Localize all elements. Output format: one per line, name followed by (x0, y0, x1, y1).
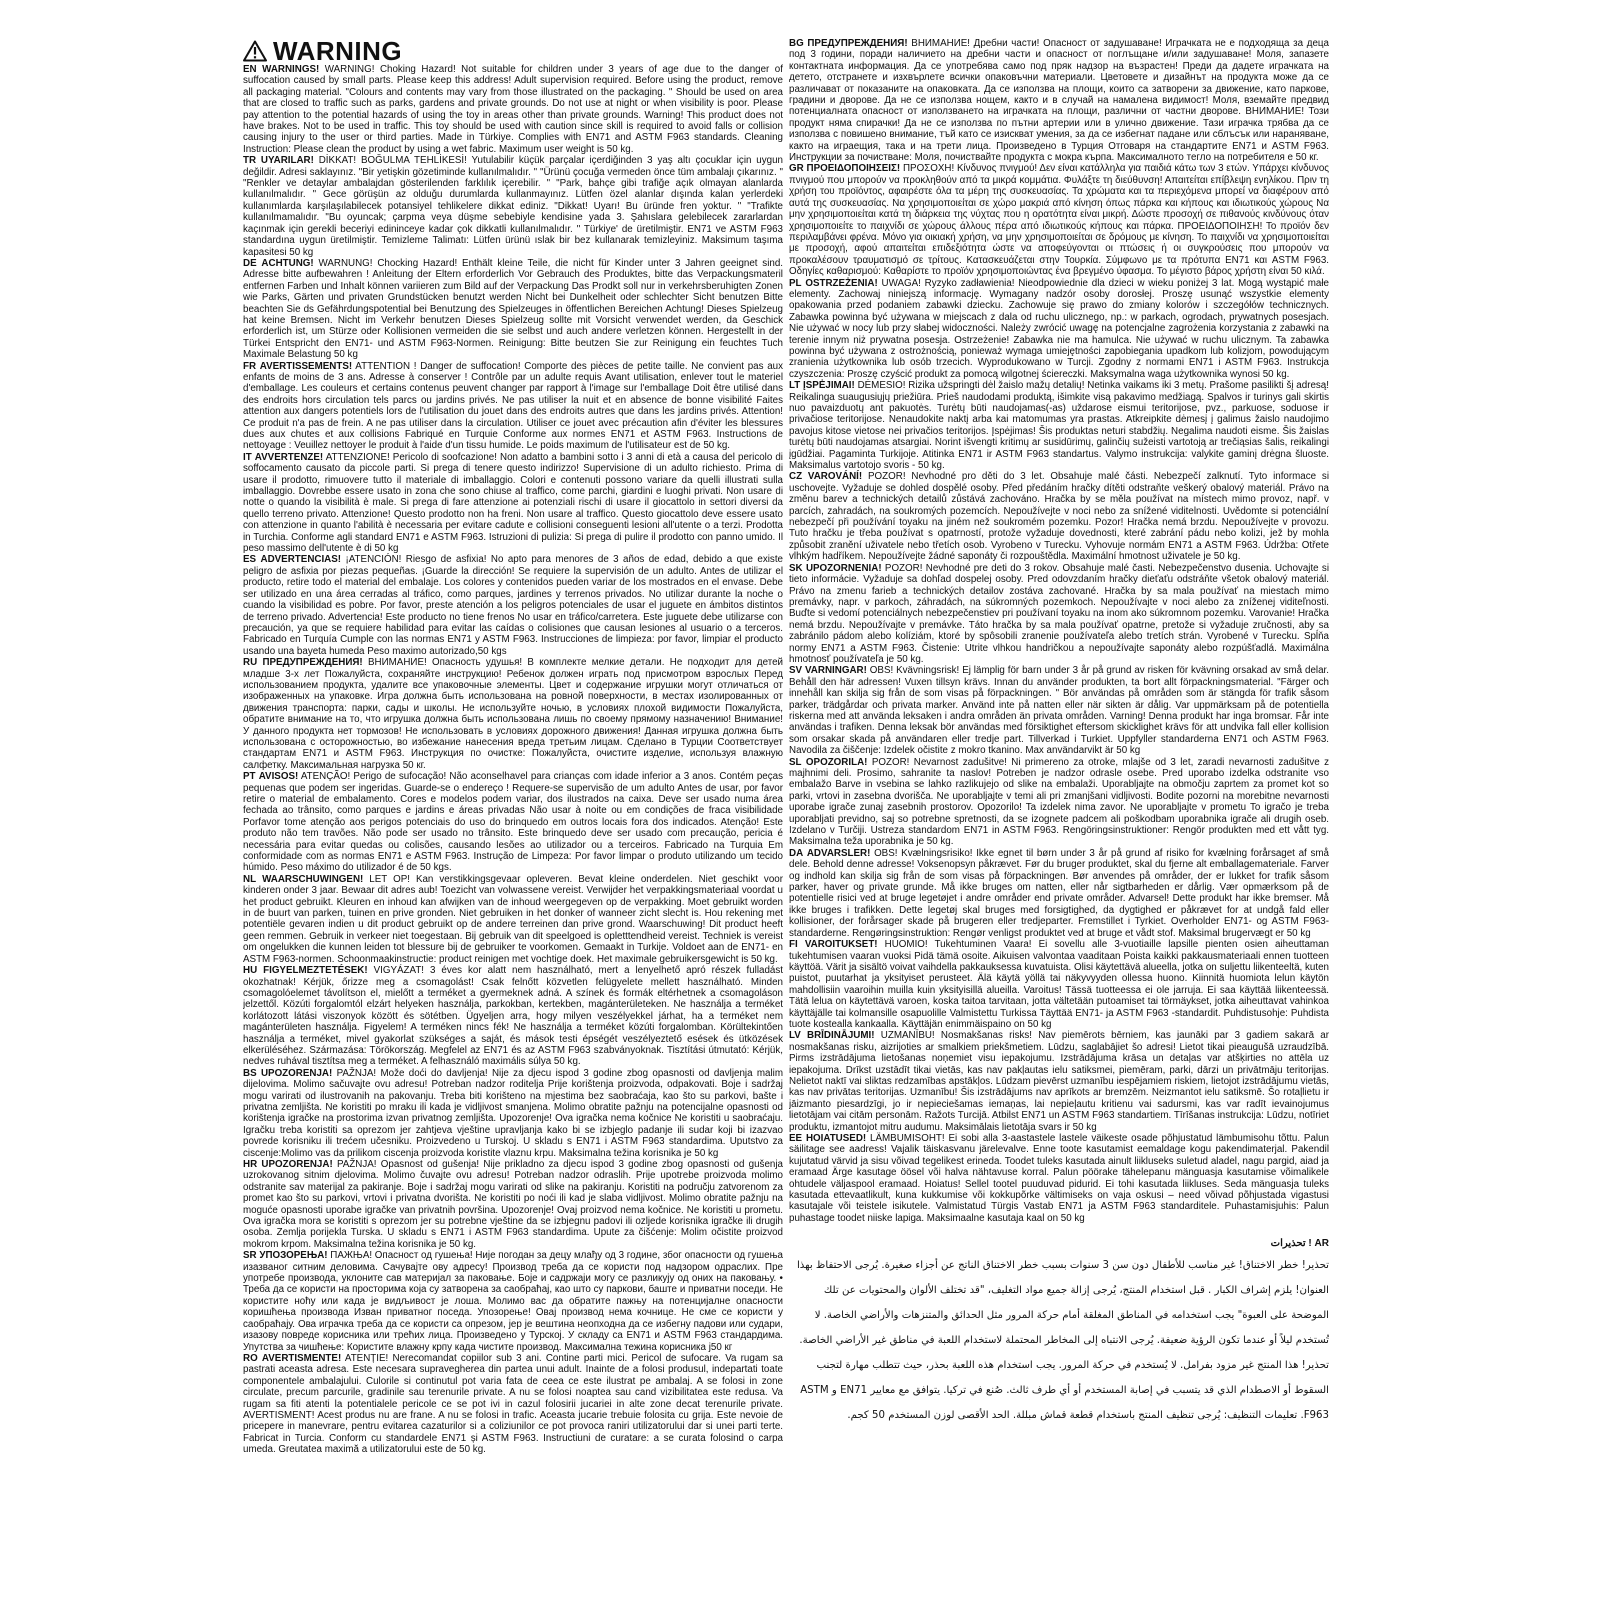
section-heading: AVERTISMENTE! (261, 1352, 342, 1364)
section-body: ATENÇÃO! Perigo de sufocação! Não aconselhavel para crianças com idade inferior a 3 anos. Contém peças pequenas que podem ser ingeridas. Guarde-se o endereço ! Requere-se supervisão de um adulto Antes de usar, por favor retire o material de embalamento. Cores e modelos podem variar, dos ilustrados na caixa. Deve ser usado numa área fechada ao trânsito, como parques e jardins e áreas privadas Não usar à noite ou em condições de fraca visibilidade Porfavor tome atenção aos perigos potenciais do uso do brinquedo em outros locais fora dos indicados. Atenção! Este produto não tem travões. Não pode ser usado no trânsito. Este brinquedo deve ser usado com precaução, pericia é necessária para evitar quedas ou colisões, causando lesões ao utilizador ou a terceiros. Fabricado na Turquia Em conformidade com as normas EN71 e ASTM F963. Instrução de Limpeza: Por favor limpar o produto utilizando um tecido húmido. Peso máximo do utilizador é de 50 kgs. (243, 771, 783, 874)
arabic-language-code: AR (1314, 1238, 1329, 1250)
language-code: RU (243, 657, 258, 669)
right-column (789, 38, 1329, 1560)
section-body: DİKKAT! BOĞULMA TEHLİKESİ! Yutulabilir küçük parçalar içerdiğinden 3 yaş altı çocuklar için uygun değildir. Adresi saklayınız. "Bir yetişkin gözetiminde kullanılmalıdır. " "Ürünü çocuğa vermeden önce tüm ambalajı çıkarınız. " "Renkler ve detaylar ambalajdan gösterilenden farklılık içerebilir. " "Park, bahçe gibi trafiğe açık olmayan alanlarda kullanılmalıdır. " Gece görüşün az olduğu durumlarda kullanmayınız. Lütfen özel alanlar dışında kalan yerlerdeki kullanımlarda karşılaşılabilecek potansiyel tehlikelere dikkat ediniz. "Dikkat! Uyarı! Bu üründe fren yoktur. " "Trafikte kullanılmamalıdır. "Bu oyuncak; çarpma veya düşme sebebiyle kendisine yada 3. Şahıslara gelebilecek zararlardan kaçınmak için gerekli beceriyi edininceye kadar çok dikkatli kullanılmalıdır. " Türkiye' de üretilmiştir. EN71 ve ASTM F963 standardına uygun üretilmiştir. Temizleme Talimatı: Lütfen ürünü ıslak bir bez kullanarak temizleyiniz. Maksimum taşıma kapasitesi 50 kg (243, 155, 783, 258)
language-code: DA (789, 847, 804, 859)
arabic-lead: تحذيرات ! (1270, 1238, 1312, 1250)
section-body: WARNUNG! Chocking Hazard! Enthält kleine Teile, die nicht für Kinder unter 3 Jahren geeignet sind. Adresse bitte aufbewahren ! Anleitung der Eltern erforderlich Vor Gebrauch des Produktes, bitte das Verpackungsmateril entfernen Farben und Inhalt können variieren zum Bild auf der Verpackung Das Prodkt soll nur in verkehrsberuhigten Zonen wie Parks, Gärten und privaten Grundstücken benutzt werden Nicht bei Dunkelheit oder schlechter Sicht benutzen Bitte beachten Sie ds Gefährdungspotential bei Benutzung des Spielzeuges in öffentlichen Bereichen Achtung! Dieses Spielzeug hat keine Bremsen. Nicht im Verkehr benutzen Dieses Spielzeug sollte mit Vorsicht verwendet werden, da Geschick erforderlich ist, um Stürze oder Kollisionen vermeiden die sie selbst und auch andere verletzen können. Hergestellt in der Türkei Entspricht den EN71- und ASTM F963-Normen. Reinigung: Bitte beutzen Sie zur Reinigung ein feuchtes Tuch Maximale Belastung 50 kg (243, 257, 783, 361)
warning-section-sr (243, 1250, 783, 1353)
right-warning-list (789, 38, 1329, 1224)
language-code: SR (243, 1250, 257, 1262)
language-code: BS (243, 1067, 257, 1079)
language-code: RO (243, 1352, 258, 1364)
warning-section-de (243, 258, 783, 361)
warning-section-ro (243, 1353, 783, 1456)
section-heading: HOIATUSED! (805, 1133, 867, 1144)
warning-section-bs (243, 1068, 783, 1159)
warning-section-hu (243, 965, 783, 1068)
section-heading: AVERTISSEMENTS! (259, 360, 353, 372)
section-body: UWAGA! Ryzyko zadławienia! Nieodpowiednie dla dzieci w wieku poniżej 3 lat. Mogą wystąpić małe elementy. Zachowaj niniejszą informację. Wymagany nadzór osoby dorosłej. Proszę usunąć wszystkie elementy opakowania przed podaniem zabawki dziecku. Zachowuje się prawo do zmiany kolorów i szczegółów technicznych. Zabawka powinna być używana w miejscach z dala od ruchu ulicznego, np.: w parkach, ogrodach, prywatnych posesjach. Nie używać w nocy lub przy słabej widoczności. Należy zwrócić uwagę na potencjalne zagrożenia korzystania z zabawki na terenie innym niż prywatna posesja. Ostrzeżenie! Zabawka nie ma hamulca. Nie używać w ruchu ulicznym. Ta zabawka powinna być używana z ostrożnością, ponieważ wymaga umiejętności zapobiegania upadkom lub kolizjom, powodującym zranienia użytkownika lub osób trzecich. Wyprodukowano w Turcji. Zgodny z normami EN71 i ASTM F963. Instrukcja czyszczenia: Proszę czyścić produkt za pomocą wilgotnej ściereczki. Maksymalna waga użytkownika wynosi 50 kg. (789, 277, 1329, 380)
section-heading: UPOZORNENIA! (805, 562, 882, 574)
language-code: FR (243, 360, 257, 372)
language-code: HR (243, 1159, 258, 1170)
section-body: OBS! Kvælningsrisiko! Ikke egnet til børn under 3 år på grund af risiko for kvælning forårsaget af små dele. Behold denne adresse! Voksenopsyn påkrævet. Før du bruger produktet, skal du fjerne alt emballagemateriale. Farver og indhold kan skilja sig från de som visas på förpackningen. Bør anvendes på områder, der er lukket for trafik såsom parker, haver og private grunde. Må ikke bruges om natten, eller når sigtbarheden er dårlig. Vær opmærksom på de potentielle risici ved at bruge legetøjet i andre områder end private områder. Advarsel! Dette produkt har ikke bremser. Må ikke bruges i trafikken. Dette legetøj skal bruges med forsigtighed, da dygtighed er påkrævet for at undgå fald eller kollisioner, der forårsager skade på brugeren eller tredjeparter. Fremstillet i Tyrkiet. Overholder EN71- og ASTM F963-standarderne. Rengøringsinstruktion: Rengør venligst produktet ved at bruge et vådt stof. Maksimal brugervægt er 50 kg (789, 847, 1329, 939)
warning-section-cz (789, 471, 1329, 562)
arabic-warning-text: تحذير! خطر الاختناق! غير مناسب للأطفال دون سن 3 سنوات بسبب خطر الاختناق الناتج عن أجزاء صغيرة. يُرجى الاحتفاظ بهذا العنوان! يلزم إشراف الكبار . قبل استخدام المنتج، يُرجى إزالة جميع مواد التغليف، "قد تختلف الألوان والمحتويات عن تلك الموضحة على العبوة" يجب استخدامه في المناطق المغلقة أمام حركة المرور مثل الحدائق والمتنزهات والأراضي الخاصة. لا تُستخدم ليلاً أو عندما تكون الرؤية ضعيفة. يُرجى الانتباه إلى المخاطر المحتملة لاستخدام اللعبة في مناطق غير الأراضي الخاصة. تحذير! هذا المنتج غير مزود بفرامل. لا يُستخدم في حركة المرور. يجب استخدام هذه اللعبة بحذر، حيث تتطلب مهارة لتجنب السقوط أو الاصطدام الذي قد يتسبب في إصابة المستخدم أو أي طرف ثالث. صُنع في تركيا. يتوافق مع معايير EN71 و ASTM F963. تعليمات التنظيف: يُرجى تنظيف المنتج باستخدام قطعة قماش مبللة. الحد الأقصى لوزن المستخدم 50 كجم. (796, 1260, 1329, 1422)
language-code: GR (789, 163, 804, 175)
language-code: FI (789, 939, 798, 951)
section-heading: UYARILAR! (260, 155, 314, 167)
section-heading: ĮSPĖJIMAI! (803, 380, 855, 392)
warning-title: WARNING (273, 38, 403, 66)
section-heading: ΠΡΟΕΙΔΟΠΟΙΗΣΕΙΣ! (806, 163, 901, 175)
section-body: UZMANĪBU! Nosmakšanas risks! Nav piemērots bērniem, kas jaunāki par 3 gadiem sakarā ar nosmakšanas risku, aizrijoties ar smalkiem priekšmetiem. Lūdzu, saglabājiet šo adresi! Lietot tikai pieaugušā uzraudzībā. Pirms izstrādājuma lietošanas noņemiet visu iepakojumu. Izstrādājuma krāsa un detaļas var atšķirties no attēla uz iepakojuma. Drīkst uzstādīt tikai vietās, kas nav pakļautas ielu satiksmei, piemēram, parki, dārzi un privātmāju teritorijas. Nelietot naktī vai sliktas redzamības apstākļos. Lūdzam pievērst uzmanību iespējamiem riskiem, lietojot izstrādājumu vietās, kas nav privātas teritorijas. Uzmanību! Šis izstrādājums nav aprīkots ar bremzēm. Neizmantot ielu satiksmē. Šo rotaļlietu ir jāizmanto piesardzīgi, jo ir nepieciešamas iemaņas, lai nepieļautu kritienu vai sadursmi, kas var radīt ievainojumus lietotājam vai citām personām. Ražots Turcijā. Atbilst EN71 un ASTM F963 standartiem. Tīrīšanas instrukcija: Lūdzu, notīriet produktu, izmantojot mitru audumu. Maksimālais lietotāja svars ir 50 kg (789, 1030, 1329, 1133)
section-body: ВНИМАНИЕ! Опасность удушья! В комплекте мелкие детали. Не подходит для детей младше 3-х лет Пожалуйста, сохраняйте инструкцию! Ребенок должен играть под присмотром взрослых Перед использованием продукта, удалите все упаковочные элементы. Цвет и содержание игрушки могут отличаться от изображенных на упаковке. Игра должна быть использована на ровной поверхности, в местах изолированных от движения транспорта: парки, сады и школы. Не используйте ночью, в условиях плохой видимости Пожалуйста, обратите внимание на то, что игрушка должна быть использована лишь по своему прямому назначению! Внимание! У данного продукта нет тормозов! Не использовать в условиях дорожного движения! Данная игрушка должна быть использована с осторожностью, во избежание нанесения вреда третьим лицам. Сделано в Турции Соответствует стандартам EN71 и ASTM F963. Инструкция по очистке: Пожалуйста, очистите изделие, используя влажную салфетку. Максимальная нагрузка 50 кг. (243, 657, 783, 771)
section-body: ATENȚIE! Nerecomandat copiilor sub 3 ani. Contine parti mici. Pericol de sufocare. Va rugam sa pastrati aceasta adresa. Este necesara supravegherea din partea unui adult. Inainte de a folosi produsul, indepartati toate componentele ambalajului. Culorile si continutul pot varia fata de ceea ce este ilustrat pe ambalaj. A se folosi in zone circulate, precum parcurile, gradinile sau terenurile private. A nu se folosi noaptea sau cand vizibilitatea este redusa. Va rugam sa fiti atenti la potentialele pericole ce se pot ivi in cazul folosirii jucariei in alte zone decat terenurile private. AVERTISMENT! Acest produs nu are frane. A nu se folosi in trafic. Aceasta jucarie trebuie folosita cu grija. Este nevoie de pricepere in manevrare, pentru evitarea cazaturilor si a coliziunilor ce pot provoca raniri utilizatorului dar si unei parti terte. Fabricat in Turcia. Conform cu standardele EN71 și ASTM F963. Instructiuni de curatare: a se curata folosind o carpa umeda. Greutatea maximă a utilizatorului este de 50 kg. (243, 1352, 783, 1456)
language-code: PL (789, 277, 802, 289)
section-heading: OSTRZEŻENIA! (805, 277, 878, 289)
warning-section-sv (789, 665, 1329, 756)
section-heading: WAARSCHUWINGEN! (262, 873, 364, 885)
warning-document (243, 38, 1329, 1560)
section-body: ВНИМАНИЕ! Дребни части! Опасност от задушаване! Играчката не е подходяща за деца под 3 години, поради наличието на дребни части и опасност от поглъщане и/или задушаване! Моля, запазете контактната информация. Да се употребява само под пряк надзор на възрастен! Преди да дадете играчката на детето, отстранете и изхвърлете всички опаковъчни материали. Цветовете и дизайнът на продукта може да се различават от показаните на опаковката. Да се използва на площи, които са затворени за движение, като паркове, градини и дворове. Да не се използва нощем, както и в случай на намалена видимост! Моля, вземайте предвид потенциалната опасност от използването на играчката на площи, различни от частни дворове. ВНИМАНИЕ! Този продукт няма спирачки! Да не се използва по пътни артерии или в улично движение. Тази играчка трябва да се използва с повишено внимание, тъй като се изискват умения, за да се избегнат падане или сблъсък или нараняване, както на играещия, така и на трети лица. Произведено в Турция Отговаря на стандартите EN71 и ASTM F963. Инструкции за почистване: Моля, почиствайте продукта с мокра кърпа. Максималното тегло на потребителя е 50 кг. (789, 38, 1329, 164)
warning-section-sl (789, 757, 1329, 848)
section-body: LET OP! Kan verstikkingsgevaar opleveren. Bevat kleine onderdelen. Niet geschikt voor kinderen onder 3 jaar. Bewaar dit adres aub! Toezicht van volwassene vereist. Verwijder het verpakkingsmateriaal voordat u het product gebruikt. Kleuren en inhoud kan afwijken van de inhoud weergegeven op de verpakking. Moet gebruikt worden in de buurt van parken, tuinen en prive gronden. Niet gebruiken in het donker of wanneer zicht slecht is. Hou rekening met potentiële gevaren indien u dit product gebruikt op de andere terreinen dan prive grond. Waarschuwing! Dit product heeft geen remmen. Gebruik in verkeer niet toegestaan. Bij gebruik van dit speelgoed is opletttendheid vereist. Techniek is vereist om ongelukken die kunnen leiden tot blessure bij de gebruiker te voorkomen. Gemaakt in Turkije. Voldoet aan de EN71- en ASTM F963-normen. Schoonmaakinstructie: product reinigen met vochtige doek. Het maximale gebruikersgewicht is 50 kg. (243, 873, 783, 965)
warning-section-gr (789, 163, 1329, 277)
warning-section-tr (243, 155, 783, 258)
section-heading: VARNINGAR! (805, 665, 867, 677)
section-heading: FIGYELMEZTETÉSEK! (263, 965, 368, 977)
language-code: ES (243, 554, 257, 566)
section-heading: AVVERTENZE! (254, 451, 324, 463)
section-body: ПАЖЊА! Опасност од гушења! Није погодан за децу млађу од 3 године, због опасности од гушења изазваног ситним деловима. Сачувајте ову адресу! Производ треба да се користи под надзором одраслих. Пре употребе производа, уклоните сав материјал за паковање. Боје и садржаји могу се разликују од оних на паковању. • Треба да се користи на просторима која су затворена за саобраћај, као што су паркови, баште и приватни поседи. Не користите ноћу или када је видљивост је лоша. Молимо вас да обратите пажњу на потенцијалне опасности коришћења производа Изван приватног поседа. Упозорење! Овај производ нема кочнице. Не сме се користи у саобраћају. Ова играчка треба да се користи са опрезом, јер је вештина неопходна да се избегну падови или судари, изазову повреде корисника или трећих лица. Произведено у Турској. У складу са EN71 и ASTM F963 стандардима. Упутства за чишћење: Користите влажну крпу када чистите производ. Максимална тежина корисника ј50 кг (243, 1250, 783, 1353)
warning-section-it (243, 452, 783, 555)
language-code: TR (243, 155, 257, 167)
section-heading: ADVARSLER! (806, 847, 871, 859)
left-column (243, 38, 783, 1560)
warning-section-pl (789, 278, 1329, 381)
language-code: EN (243, 64, 257, 75)
section-body: PAŽNJA! Može doći do davljenja! Nije za djecu ispod 3 godine zbog opasnosti od davljenja malim dijelovima. Molimo sačuvajte ovu adresu! Potreban nadzor roditelja Prije korištenja proizvoda, odpakovati. Boje i sadržaj mogu varirati od ilustrovanih na pakovanju. Treba biti korišteno na mjestima bez saobraćaja, kao što su parkovi, bašte i privatna zemljišta. Ne koristiti po mraku ili kada je vidljivost smanjena. Molimo obratite pažnju na potencijalne opasnosti od korištenja igračke na prostorima izvan privatnog zemljišta. Upozorenje! Ova igračka nema kočnice Ne koristiti u saobraćaju. Igračku treba koristiti sa oprezom jer zahtjeva vještine upravljanja kako bi se izbjeglo padanje ili sudar koji bi izazvao povrede korisniku ili trećem učesniku. Proizvedeno u Turskoj. U skladu s EN71 i ASTM F963 standardima. Uputstvo za ciscenje:Molimo vas da prilikom ciscenja proizvoda koristite vlaznu krpu. Maksimalna težina korisnika je 50 kg (243, 1067, 783, 1159)
language-code: LV (789, 1030, 801, 1042)
language-code: BG (789, 38, 804, 49)
section-heading: ПРЕДУПРЕЖДЕНИЯ! (262, 657, 363, 669)
section-heading: VAROITUKSET! (804, 939, 878, 951)
section-body: LÄMBUMISOHT! Ei sobi alla 3-aastastele lastele väikeste osade põhjustatud lämbumisohu tõttu. Palun säilitage see aadress! Vajalik täiskasvanu järelevalve. Enne toote kasutamist eemaldage kogu pakendimaterjal. Pakendil kujutatud värvid ja sisu võivad tegelikest erineda. Toodet tuleks kasutada ainult liikluseks suletud aladel, nagu pargid, aiad ja eramaad Ärge kasutage öösel või halva nähtavuse korral. Palun pöörake tähelepanu mänguasja kasutamise võimalikele ohtudele väljaspool eramaad. Hoiatus! Sellel tootel puuduvad pidurid. Ei tohi kasutada liikluses. Seda mänguasja tuleks kasutada ettevaatlikult, kuna kukkumise või kokkupõrke vältimiseks on vaja oskusi – need võivad põhjustada vigastusi kasutajale või teistele isikutele. Valmistatud Türgis Vastab EN71 ja ASTM F963 standarditele. Puhastamisjuhis: Palun puhastage toodet niiske lapiga. Maksimaalne kasutaja kaal on 50 kg (789, 1133, 1329, 1224)
language-code: DE (243, 257, 257, 269)
warning-section-sk (789, 563, 1329, 666)
language-code: NL (243, 873, 257, 885)
section-body: POZOR! Nevarnost zadušitve! Ni primereno za otroke, mlajše od 3 let, zaradi nevarnosti zadušitve z majhnimi deli. Prosimo, sahranite ta naslov! Potreben je nadzor odrasle osebe. Pred uporabo izdelka odstranite vso embalažo Barve in vsebina se lahko razlikujejo od slike na embalaži. Uporabljajte na območju zaprtem za promet kot so parki, vrtovi in zasebna dvorišča. Ne uporabljajte v temi ali pri zmanjšani vidljivosti. Bodite pozorni na morebitne nevarnosti uporabe igrače zunaj zasebnih prostorov. Opozorilo! Ta izdelek nima zavor. Ne uporabljajte v prometu To igračo je treba uporabljati previdno, saj so potrebne spretnosti, da se izognete padcem ali poškodbam uporabnika igrače ali drugih oseb. Izdelano v Turčiji. Ustreza standardom EN71 in ASTM F963. Rengöringsinstruktioner: Rengör produkten med ett vått tyg. Maksimalna teža uporabnika je 50 kg. (789, 756, 1329, 848)
warning-triangle-icon (243, 40, 267, 62)
warning-section-lv (789, 1030, 1329, 1133)
section-body: ΠΡΟΣΟΧΗ! Κίνδυνος πνιγμού! Δεν είναι κατάλληλα για παιδιά κάτω των 3 ετών. Υπάρχει κίνδυνος πνιγμού που μπορούν να προκληθούν από τα μικρά κομμάτια. Φυλάξτε τη διεύθυνση! Απαιτείται επίβλεψη ενηλίκου. Πριν τη χρήση του προϊόντος, αφαιρέστε όλα τα μέρη της συσκευασίας. Τα χρώματα και τα περιεχόμενα μπορεί να διαφέρουν από αυτά της συσκευασίας. Να χρησιμοποιείται σε χώρο μακριά από κίνηση όπως πάρκα και κήπους και ιδιωτικούς χώρους Να μην χρησιμοποιείται κατά τη διάρκεια της νύχτας που η ορατότητα είναι μικρή. Δώστε προσοχή σε πιθανούς κινδύνους όταν χρησιμοποιείτε το παιχνίδι σε χώρους άλλους πέρα από ιδιωτικούς κήπους και πάρκα. ΠΡΟΕΙΔΟΠΟΙΗΣΗ! Το προϊόν δεν περιλαμβάνει φρένα. Μόνο για οικιακή χρήση, να μην χρησιμοποιείται σε δρόμους με κίνηση. Το παιχνίδι να χρησιμοποιείται με προσοχή, αφού απαιτείται επιδεξιότητα ώστε να αποφεύγονται οι πτώσεις ή οι συγκρούσεις που μπορούν να προκαλέσουν τραυματισμό σε τρίτους. Κατασκευάζεται στην Τουρκία. Σύμφωνο με τα πρότυπα EN71 και ASTM F963. Οδηγίες καθαρισμού: Καθαρίστε το προϊόν χρησιμοποιώντας ένα βρεγμένο ύφασμα. Το μέγιστο βάρος χρήστη είναι 50 κιλά. (789, 163, 1329, 278)
section-heading: OPOZORILA! (805, 756, 868, 768)
section-heading: ADVERTENCIAS! (260, 554, 342, 566)
language-code: LT (789, 380, 801, 392)
warning-section-en (243, 64, 783, 155)
section-body: POZOR! Nevhodné pre deti do 3 rokov. Obsahuje malé časti. Nebezpečenstvo dusenia. Uchovajte si tieto informácie. Vyžaduje sa dohľad dospelej osoby. Pred odovzdaním hračky dieťaťu odstráňte všetok obalový materiál. Právo na zmenu farieb a technických detailov zostáva zachované. Hračka by sa mala používať na miestach mimo premávky, napr. v parkoch, záhradách, na súkromných pozemkoch. Nepoužívajte v noci alebo za zníženej viditeľnosti. Buďte si vedomí potenciálnych nebezpečenstiev pri používaní toyaku na inom ako súkromnom pozemku. Varovanie! Hračka nemá brzdu. Nepoužívajte v premávke. Táto hračka by sa mala používať opatrne, pretože si vyžaduje zručnosti, aby sa zabránilo pádom alebo kolíziám, ktoré by spôsobili zranenie používateľa alebo tretích strán. Vyrobené v Turecku. Spĺňa normy EN71 a ASTM F963. Čistenie: Utrite vlhkou handričkou a nepoužívajte saponáty alebo rozpúšťadlá. Maximálna hmotnosť používateľa je 50 kg. (789, 562, 1329, 665)
language-code: IT (243, 451, 252, 463)
section-heading: AVISOS! (258, 771, 299, 783)
section-heading: BRĪDINĀJUMI! (807, 1030, 875, 1042)
arabic-warning-heading (789, 1238, 1329, 1249)
section-body: WARNING! Choking Hazard! Not suitable for children under 3 years of age due to the danger of suffocation caused by small parts. Please keep this address! Adult supervision required. Before using the product, remove all packaging material. "Colours and contents may vary from those illustrated on the packaging. " Should be used on area that are closed to traffic such as parks, gardens and private grounds. Do not use at night or when visibility is poor. Please pay attention to the potential hazards of using the toy in areas other than private grounds. Warning! This product does not have brakes. Not to be used in traffic. This toy should be used with caution since skill is required to avoid falls or collision causing injury to the user or third parties. Made in Türkiye. Complies with EN71 and ASTM F963 standards. Cleaning Instruction: Please clean the product by using a wet fabric. Maximum user weight is 50 kg. (243, 64, 783, 155)
section-heading: UPOZORENJA! (261, 1159, 333, 1170)
section-body: OBS! Kvävningsrisk! Ej lämplig för barn under 3 år på grund av risken för kvävning orsakad av små delar. Behåll den här adressen! Vuxen tillsyn krävs. Innan du använder produkten, ta bort allt förpackningsmaterial. "Färger och innehåll kan skilja sig från de som visas på förpackningen. " Bör användas på områden som är stängda för trafik såsom parker, trädgårdar och privata marker. Använd inte på natten eller när sikten är dålig. Var uppmärksam på de potentiella riskerna med att använda leksaken i andra områden än privata områden. Varning! Denna produkt har inga bromsar. Får inte användas i trafiken. Denna leksak bör användas med försiktighet eftersom skicklighet krävs för att undvika fall eller kollision som orsakar skada på användaren eller tredje part. Tillverkad i Turkiet. Uppfyller standarderna EN71 och ASTM F963. Navodila za čiščenje: Izdelek očistite z mokro tkanino. Max användarvikt är 50 kg (789, 665, 1329, 757)
warning-section-hr (243, 1159, 783, 1250)
section-body: DĖMESIO! Rizika užspringti dėl žaislo mažų detalių! Netinka vaikams iki 3 metų. Prašome pasilikti šį adresą! Reikalinga suaugusiųjų priežiūra. Prieš naudodami produktą, išimkite visą pakavimo medžiagą. Spalvos ir turinys gali skirtis nuo pavaizduotų ant pakuotės. Turėtų būti naudojamas(-as) uždarose eismui teritorijose, pvz., parkuose, soduose ir privačiose teritorijose. Nenaudokite naktį arba kai matomumas yra prastas. Atkreipkite dėmesį į galimus žaislo naudojimo pavojus kitose vietose nei privačios teritorijos. Įspėjimas! Šis produktas neturi stabdžių. Negalima naudoti eisme. Šis žaislas turėtų būti naudojamas atsargiai. Norint išvengti kritimų ar susidūrimų, galinčių sužeisti vartotoją ar trečiąsias šalis, reikalingi įgūdžiai. Pagaminta Turkijoje. Atitinka EN71 ir ASTM F963 standartus. Valymo instrukcija: valykite gaminį drėgna šluoste. Maksimalus vartotojo svoris - 50 kg. (789, 380, 1329, 472)
warning-section-pt (243, 771, 783, 874)
warning-section-es (243, 554, 783, 657)
section-body: ¡ATENCIÓN! Riesgo de asfixia! No apto para menores de 3 años de edad, debido a que existe peligro de asfixia por piezas pequeñas. ¡Guarde la dirección! Se requiere la supervisión de un adulto. Antes de utilizar el producto, retire todo el material del embalaje. Los colores y contenidos pueden variar de los mostrados en el envase. Debe ser utilizado en una área cerradas al tráfico, como parques, jardines y terrenos privados. No utilizar durante la noche o cuando la visibilidad es pobre. Por favor, preste atención a los peligros potenciales de usar el juguete en ámbitos distintos de terreno privado. Advertencia! Este producto no tiene frenos No usar en tráfico/carretera. Este juguete debe utilizarse con precaución, ya que se requiere habilidad para evitar las caídas o colisiones que causan lesiones al usuario o a terceros. Fabricado en Turquía Cumple con las normas EN71 y ASTM F963. Instrucciones de limpieza: por favor, limpiar el producto usando una bayeta humeda Peso maximo autorizado,50 kgs (243, 554, 783, 657)
section-body: VIGYÁZAT! 3 éves kor alatt nem használható, mert a lenyelhető apró részek fulladást okozhatnak! Kérjük, őrizze meg a csomagolást! Csak felnőtt közvetlen felügyelete mellett használható. Minden csomagolóelemet távolítson el, mielőtt a terméket a gyermeknek adná. A színek és formák eltérhetnek a csomagoláson jelzettől. Közúti forgalomtól elzárt helyeken használja, parkokban, kertekben, magánterületeken. Ne használja a terméket korlátozott látási viszonyok között és sötétben. Ügyeljen arra, hogy milyen veszélyekkel járhat, ha a terméket nem magánterületen használja. Figyelem! A terméken nincs fék! Ne használja a terméket közúti forgalomban. Körültekintően használja a terméket, mivel gyakorlat szükséges a saját, és mások testi épségét veszélyeztető esések és ütközések elkerüléséhez. Származása: Törökország. Megfelel az EN71 és az ASTM F963 szabványoknak. Tisztítási útmutató: Kérjük, nedves ruhával tisztítsa meg a terméket. A felhasználó maximális súlya 50 kg. (243, 965, 783, 1068)
warning-header (243, 38, 783, 64)
warning-section-nl (243, 874, 783, 965)
section-body: HUOMIO! Tukehtuminen Vaara! Ei sovellu alle 3-vuotiaille lapsille pienten osien aiheuttaman tukehtumisen vaaran vuoksi Pidä tämä osoite. Aikuisen valvontaa vaaditaan Poista kaikki pakkausmateriaali ennen tuotteen käyttöä. Värit ja sisältö voivat vaihdella pakkauksessa kuvatuista. Olisi käytettävä alueella, jotka on suljettu liikenteeltä, kuten puistot, puutarhat ja yksityiset perusteet. Älä käytä yöllä tai näkyvyyden ollessa huono. Kiinnitä huomiota lelun käytön mahdollisiin vaaroihin muilla kuin yksityisillä alueilla. Varoitus! Tässä tuotteessa ei ole jarruja. Ei saa käyttää liikenteessä. Tätä lelua on käytettävä varoen, koska taitoa tarvitaan, jotta vältetään putoamiset tai törmäykset, jotka aiheuttavat vahinkoa käyttäjälle tai kolmansille osapuolille Valmistettu Turkissa Täyttää EN71- ja ASTM F963 -standardit. Puhdistusohje: Puhdista tuote kostealla kankaalla. Käyttäjän enimmäispaino on 50 kg (789, 939, 1329, 1030)
section-body: PAŽNJA! Opasnost od gušenja! Nije prikladno za djecu ispod 3 godine zbog opasnosti od gušenja uzrokovanog sitnim djelovima. Molimo čuvajte ovu adresu! Potreban nadzor odraslih. Prije upotrebe proizvoda molimo odstranite sav materijal za pakiranje. Boje i sadržaj mogu varirati od slike na pakiranju. Koristiti na području zatvorenom za promet kao što su parkovi, vrtovi i privatna dvorišta. Ne koristiti po noći ili kad je slaba vidljivost. Molimo obratite pažnju na moguće opasnosti uporabe igračke van privatnih površina. Upozorenje! Ovaj proizvod nema kočnice. Ne koristiti u prometu. Ova igračka mora se koristiti s oprezom jer su potrebne vještine da se izbjegnu padovi ili ozljede korisnika igračke ili drugih osoba. Zemlja porijekla Turska. U skladu s EN71 i ASTM F963 standardima. Upute za čišćenje: Molim očistite proizvod mokrom krpom. Maksimalna težina korisnika je 50 kg. (243, 1159, 783, 1250)
section-body: ATTENZIONE! Pericolo di soofcazione! Non adatto a bambini sotto i 3 anni di età a causa del pericolo di soffocamento causato da piccole parti. Si prega di tenere questo indirizzo! Supervisione di un adulto richiesto. Prima di usare il prodotto, rimuovere tutto il materiale di imballaggio. Colori e contenuti possono variare da quelli illustrati sulla imballaggio. Dovrebbe essere usato in zona che sono chiuse al traffico, come parchi, giardini e luoghi privati. Non usare di notte o quando la visibilità è male. Si prega di fare attenzione ai potenziali rischi di usare il giocattolo in settori diversi da quello terreno privato. Attenzione! Questo prodotto non ha freni. Non usare al traffico. Questo giocattolo deve essere usato con attenzione in quanto l'abilità è necessaria per evitare cadute e collisioni conseguenti lesioni all'utente o a terzi. Prodotta in Turchia. Conforme agli standard EN71 e ASTM F963. Istruzioni di pulizia: Si prega di pulire il prodotto con panno umido. Il peso massimo dell'utente è di 50 kg (243, 451, 783, 555)
language-code: PT (243, 771, 256, 783)
section-body: ATTENTION ! Danger de suffocation! Comporte des pièces de petite taille. Ne convient pas aux enfants de moins de 3 ans. Adresse à conserver ! Contrôle par un adulte requis Avant utilisation, enlever tout le materiel d'emballage. Les couleurs et certains contenus peuvent changer par rapport à l'image sur l'emballage Doit être utilisé dans des endroits hors circulation tels parcs ou jardins privés. Ne pas utiliser la nuit et en absence de bonne visibilité Faites attention aux dangers potentiels lors de l'utilisation du jouet dans des endroits autres que dans les jardins privés. Attention! Ce produit n'a pas de frein. A ne pas utiliser dans la circulation. Utiliser ce jouet avec précaution afin d'éviter les blessures dues aux chutes et aux collisions Fabriqué en Turquie Conforme aux normes EN71 et ASTM F963. Instructions de nettoyage : Veuillez nettoyer le produit à l'aide d'un tissu humide. Le poids maximum de l'utilisateur est de 50 kg. (243, 360, 783, 452)
warning-section-lt (789, 380, 1329, 471)
section-heading: ПРЕДУПРЕЖДЕНИЯ! (807, 38, 908, 49)
language-code: SV (789, 665, 803, 677)
section-body: POZOR! Nevhodné pro děti do 3 let. Obsahuje malé části. Nebezpečí zalknutí. Tyto informace si uschovejte. Vyžaduje se dohled dospělé osoby. Před předáním hračky dítěti odstraňte veškerý obalový materiál. Právo na změnu barev a technických detailů zůstává zachováno. Hračka by se měla používat na místech mimo provoz, např. v parcích, zahradách, na soukromých pozemcích. Nepoužívejte v noci nebo za snížené viditelnosti. Uvědomte si potenciální nebezpečí při používání toyaku na jiném než soukromém pozemku. Pozor! Hračka nemá brzdu. Nepoužívejte v provozu. Tuto hračku je třeba používat s opatrností, protože vyžaduje dovednosti, které zabrání pádu nebo kolizi, jež by mohla způsobit zranění uživatele nebo třetích osob. Vyrobeno v Turecku. Vyhovuje normám EN71 a ASTM F963. Údržba: Otřete vlhkým hadříkem. Nepoužívejte žádné saponáty či rozpouštědla. Maximální hmotnost uživatele je 50 kg. (789, 471, 1329, 563)
section-heading: ACHTUNG! (261, 257, 314, 269)
language-code: EE (789, 1133, 803, 1144)
left-warning-list (243, 64, 783, 1456)
warning-section-ee (789, 1133, 1329, 1224)
language-code: SL (789, 756, 802, 768)
section-heading: VAROVÁNÍ! (807, 471, 863, 483)
language-code: SK (789, 562, 803, 574)
warning-section-da (789, 848, 1329, 939)
section-heading: WARNINGS! (262, 64, 320, 75)
language-code: HU (243, 965, 258, 977)
warning-section-ru (243, 657, 783, 771)
section-heading: UPOZORENJA! (260, 1067, 333, 1079)
section-heading: УПОЗОРЕЊА! (259, 1250, 328, 1262)
warning-section-bg (789, 38, 1329, 163)
language-code: CZ (789, 471, 803, 483)
warning-section-fi (789, 939, 1329, 1030)
warning-section-fr (243, 361, 783, 452)
arabic-warning-section (789, 1238, 1329, 1428)
